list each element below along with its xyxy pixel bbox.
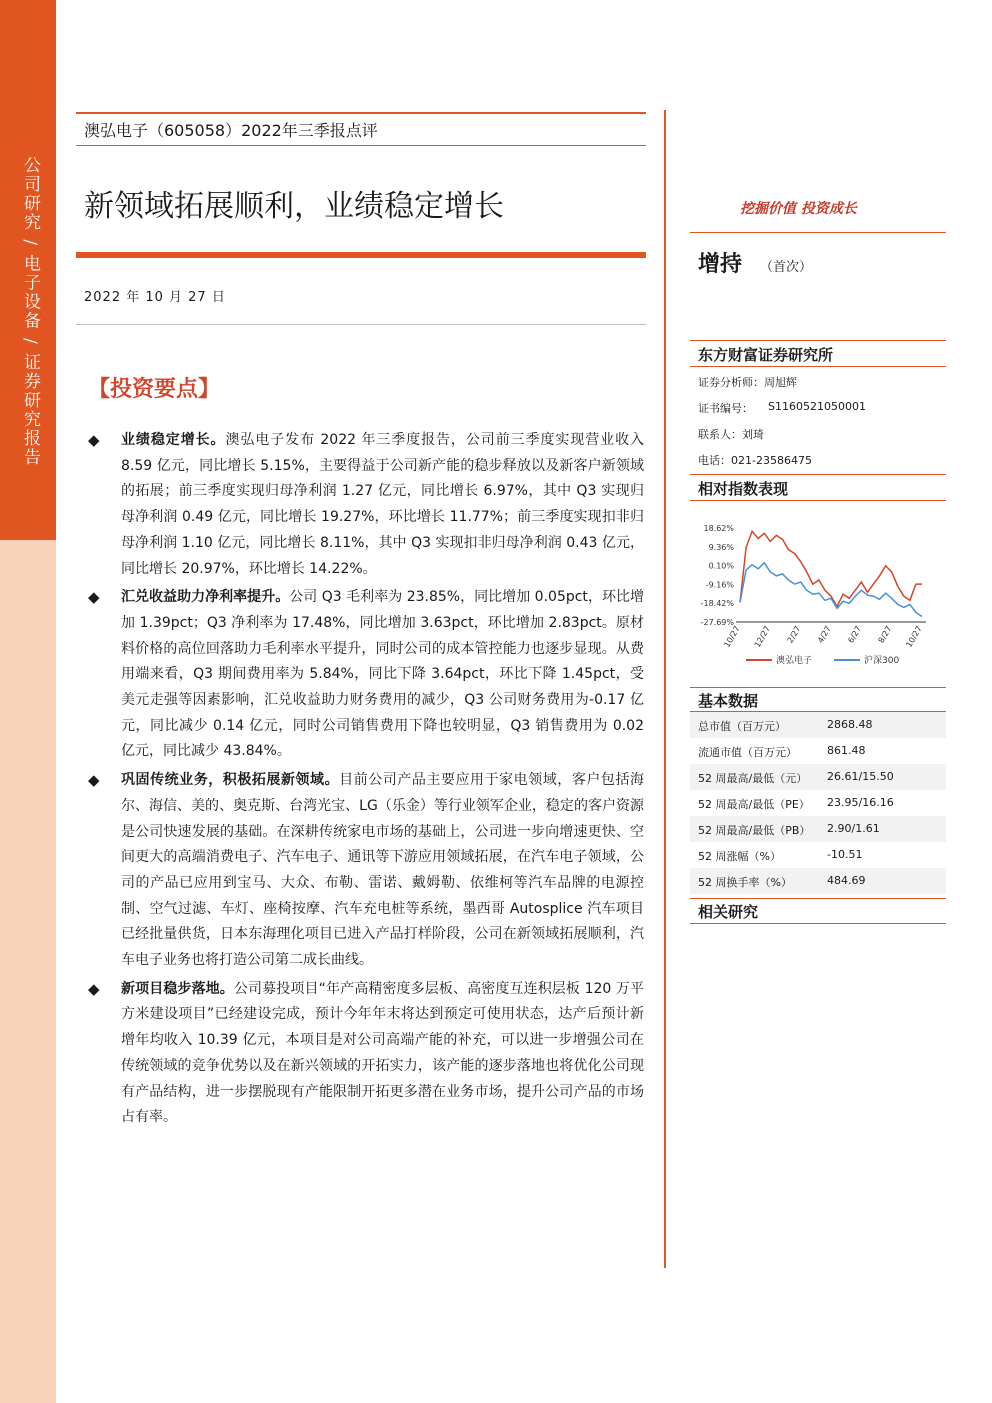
contact: 联系人：刘琦 xyxy=(698,428,764,441)
keydata-top-rule xyxy=(690,687,946,688)
y-tick-label: 9.36% xyxy=(708,542,734,552)
x-tick-label: 6/27 xyxy=(846,624,864,645)
date-rule xyxy=(76,324,646,325)
chart-top-rule xyxy=(690,474,946,475)
y-tick-label: -9.16% xyxy=(705,580,734,590)
key-data-value: 26.61/15.50 xyxy=(827,770,894,783)
key-data-title: 基本数据 xyxy=(698,692,759,710)
key-data-label: 52 周最高/最低（元） xyxy=(698,772,808,785)
key-data-label: 流通市值（百万元） xyxy=(698,746,797,759)
key-data-label: 52 周最高/最低（PB） xyxy=(698,824,811,837)
point-lead: 新项目稳步落地。 xyxy=(121,980,234,997)
table-row xyxy=(690,712,946,738)
key-data-label: 52 周换手率（%） xyxy=(698,876,792,889)
relative-performance-chart xyxy=(690,512,946,672)
key-data-value: 861.48 xyxy=(827,744,866,757)
key-data-label: 总市值（百万元） xyxy=(698,720,786,733)
y-tick-label: -18.42% xyxy=(700,599,734,609)
x-tick-label: 12/27 xyxy=(752,624,773,649)
related-rule xyxy=(690,923,946,924)
point-text: 公司 Q3 毛利率为 23.85%，同比增加 0.05pct，环比增加 1.39pct；Q3 净利率为 17.48%，同比增加 3.63pct，环比增加 2.83pct。原材料价格的高位回落助力毛利率水平提升，同时公司的成本管控能力也逐步显现。从费用端来看，Q3 期间费用率为 5.84%，同比下降 3.64pct，环比下降 1.45pct，受美元走强等因素影响，汇兑收益助力财务费用的减少，Q3 公司财务费用为-0.17 亿元，同比减少 0.14 亿元，同时公司销售费用下降也较明显，Q3 销售费用为 0.02 亿元，同比减少 43.84%。 xyxy=(121,589,645,760)
key-data-value: -10.51 xyxy=(827,848,863,861)
title-rule xyxy=(76,252,646,258)
table-row xyxy=(690,868,946,894)
y-tick-label: -27.69% xyxy=(700,618,734,627)
slogan: 挖掘价值 投资成长 xyxy=(740,201,857,217)
x-tick-label: 10/27 xyxy=(904,624,924,649)
report-date: 2022 年 10 月 27 日 xyxy=(84,290,226,305)
y-tick-label: 18.62% xyxy=(703,524,734,533)
point-text: 目前公司产品主要应用于家电领域，客户包括海尔、海信、美的、奥克斯、台湾光宝、LG（乐金）等行业领军企业，稳定的客户资源是公司快速发展的基础。在深耕传统家电市场的基础上，公司进一步向增速更快、空间更大的高端消费电子、汽车电子、通讯等下游应用领域拓展，在汽车电子领域，公司的产品已应用到宝马、大众、布勒、雷诺、戴姆勒、依维柯等汽车品牌的电源控制、空气过滤、车灯、座椅按摩、汽车充电桩等系统，墨西哥 Autosplice 汽车项目已经批量供货，日本东海理化项目已进入产品打样阶段，公司在新领域拓展顺利，汽车电子业务也将打造公司第二成长曲线。 xyxy=(121,772,645,969)
key-points xyxy=(86,428,644,1134)
key-data-value: 2868.48 xyxy=(827,718,873,731)
key-data-value: 484.69 xyxy=(827,874,866,887)
report-category-vertical: 公司研究 / 电子设备 / 证券研究报告 xyxy=(20,156,40,468)
report-type: 澳弘电子（605058）2022年三季报点评 xyxy=(84,121,378,140)
x-tick-label: 2/27 xyxy=(785,624,803,645)
legend-label: 澳弘电子 xyxy=(776,656,813,666)
header-top-rule xyxy=(76,112,646,114)
x-tick-label: 10/27 xyxy=(722,624,742,649)
column-divider xyxy=(664,110,666,1268)
key-data-label: 52 周最高/最低（PE） xyxy=(698,798,810,811)
diamond-bullet-icon: ◆ xyxy=(88,771,100,790)
related-top-rule xyxy=(690,898,946,899)
series-line xyxy=(740,563,922,617)
point-lead: 汇兑收益助力净利率提升。 xyxy=(121,589,290,606)
diamond-bullet-icon: ◆ xyxy=(88,588,100,607)
chart-rule xyxy=(690,500,946,501)
institute-name: 东方财富证券研究所 xyxy=(698,346,834,364)
chart-title: 相对指数表现 xyxy=(698,480,789,498)
table-row xyxy=(690,816,946,842)
diamond-bullet-icon: ◆ xyxy=(88,431,100,449)
key-data-value: 23.95/16.16 xyxy=(827,796,894,809)
table-row xyxy=(690,764,946,790)
rating-top-rule xyxy=(690,232,946,233)
x-tick-label: 8/27 xyxy=(876,624,894,645)
point-lead: 巩固传统业务，积极拓展新领域。 xyxy=(121,772,340,789)
series-line xyxy=(740,531,922,606)
table-row xyxy=(690,738,946,764)
key-data-value: 2.90/1.61 xyxy=(827,822,880,835)
y-tick-label: 0.10% xyxy=(708,561,734,571)
point-text: 澳弘电子发布 2022 年三季度报告，公司前三季度实现营业收入 8.59 亿元，同比增长 5.15%，主要得益于公司新产能的稳步释放以及新客户新领域的拓展；前三季度实现归母净利润 1.27 亿元，同比增长 6.97%，其中 Q3 实现归母净利润 0.49 亿元，同比增长 19.27%，环比增长 11.77%；前三季度实现扣非归母净利润 1.10 亿元，同比增长 8.11%，其中 Q3 实现扣非归母净利润 0.43 亿元，同比增长 20.97%，环比增长 14.22%。 xyxy=(121,432,645,577)
point-lead: 业绩稳定增长。 xyxy=(121,432,226,448)
rating: 增持 xyxy=(698,252,743,277)
institute-top-rule xyxy=(690,340,946,341)
list-item xyxy=(86,428,644,582)
institute-rule xyxy=(690,366,946,367)
section-title: 【投资要点】 xyxy=(88,376,221,402)
related-research-title: 相关研究 xyxy=(698,903,759,921)
diamond-bullet-icon: ◆ xyxy=(88,979,100,998)
x-tick-label: 4/27 xyxy=(815,624,833,645)
list-item xyxy=(86,585,644,765)
table-row xyxy=(690,790,946,816)
table-row xyxy=(690,842,946,868)
header-under-rule xyxy=(76,145,646,146)
phone: 电话：021-23586475 xyxy=(698,454,812,467)
rating-note: （首次） xyxy=(760,260,813,275)
list-item xyxy=(86,977,644,1131)
analyst: 证券分析师：周旭辉 xyxy=(698,376,797,389)
cert-label: 证书编号： xyxy=(698,402,753,415)
key-data-label: 52 周涨幅（%） xyxy=(698,850,781,863)
legend-label: 沪深300 xyxy=(864,656,900,666)
list-item xyxy=(86,768,644,974)
page-title: 新领域拓展顺利，业绩稳定增长 xyxy=(84,189,504,224)
cert-number: S1160521050001 xyxy=(768,400,866,413)
point-text: 公司募投项目“年产高精密度多层板、高密度互连积层板 120 万平方米建设项目”已经建设完成，预计今年年末将达到预定可使用状态，达产后预计新增年均收入 10.39 亿元，本项目是对公司高端产能的补充，可以进一步增强公司在传统领域的竞争优势以及在新兴领域的开拓实力，该产能的逐步落地也将优化公司现有产品结构，进一步摆脱现有产能限制开拓更多潜在业务市场，提升公司产品的市场占有率。 xyxy=(121,980,645,1126)
